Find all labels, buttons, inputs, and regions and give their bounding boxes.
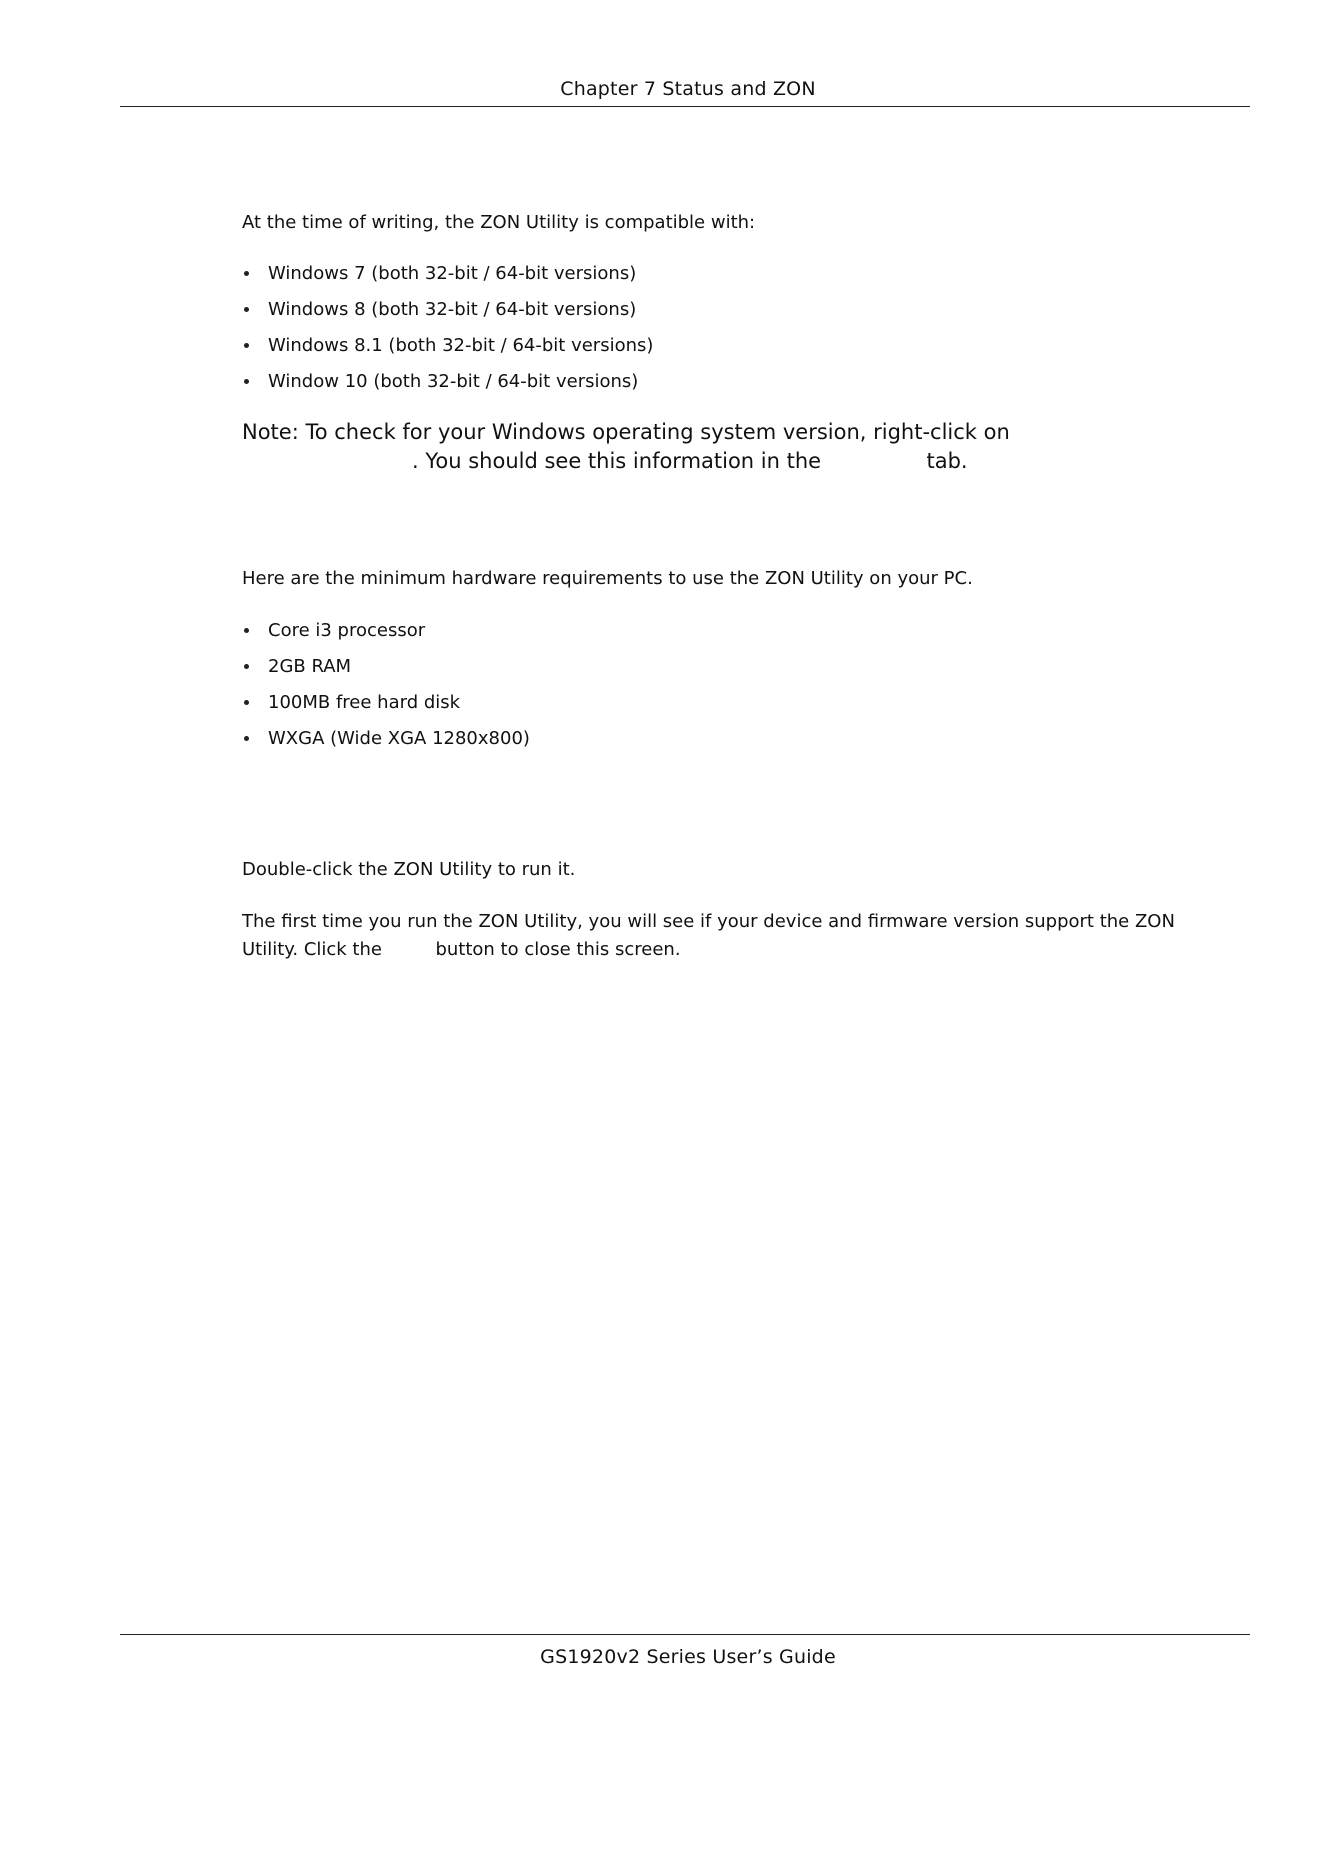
compatibility-intro: At the time of writing, the ZON Utility is compatible with: — [242, 212, 756, 233]
bullet-icon — [244, 736, 249, 741]
compatibility-list — [242, 260, 653, 404]
bullet-icon — [244, 307, 249, 312]
bullet-icon — [244, 379, 249, 384]
list-item: 2GB RAM — [242, 653, 530, 689]
list-item: WXGA (Wide XGA 1280x800) — [242, 725, 530, 761]
list-item: Windows 7 (both 32-bit / 64-bit versions) — [242, 260, 653, 296]
header-divider — [120, 106, 1250, 107]
hardware-intro: Here are the minimum hardware requirements to use the ZON Utility on your PC. — [242, 568, 973, 589]
hardware-requirements-list — [242, 617, 530, 761]
note-line-2: . You should see this information in the tab. — [412, 449, 968, 473]
list-item: 100MB free hard disk — [242, 689, 530, 725]
bullet-icon — [244, 628, 249, 633]
os-version-note — [242, 418, 1142, 476]
page-header-title: Chapter 7 Status and ZON — [560, 78, 816, 100]
first-run-description: The first time you run the ZON Utility, you will see if your device and firmware version support the ZON Utility. Click the button to close this screen. — [242, 911, 1175, 960]
bullet-icon — [244, 664, 249, 669]
note-line-1: Note: To check for your Windows operating system version, right-click on — [242, 420, 1010, 444]
footer-divider — [120, 1634, 1250, 1635]
list-item: Window 10 (both 32-bit / 64-bit versions) — [242, 368, 653, 404]
list-item: Windows 8 (both 32-bit / 64-bit versions) — [242, 296, 653, 332]
list-item: Windows 8.1 (both 32-bit / 64-bit versions) — [242, 332, 653, 368]
bullet-icon — [244, 700, 249, 705]
bullet-icon — [244, 343, 249, 348]
page-footer-title: GS1920v2 Series User’s Guide — [540, 1646, 836, 1668]
list-item: Core i3 processor — [242, 617, 530, 653]
bullet-icon — [244, 271, 249, 276]
run-instruction: Double-click the ZON Utility to run it. — [242, 859, 576, 880]
